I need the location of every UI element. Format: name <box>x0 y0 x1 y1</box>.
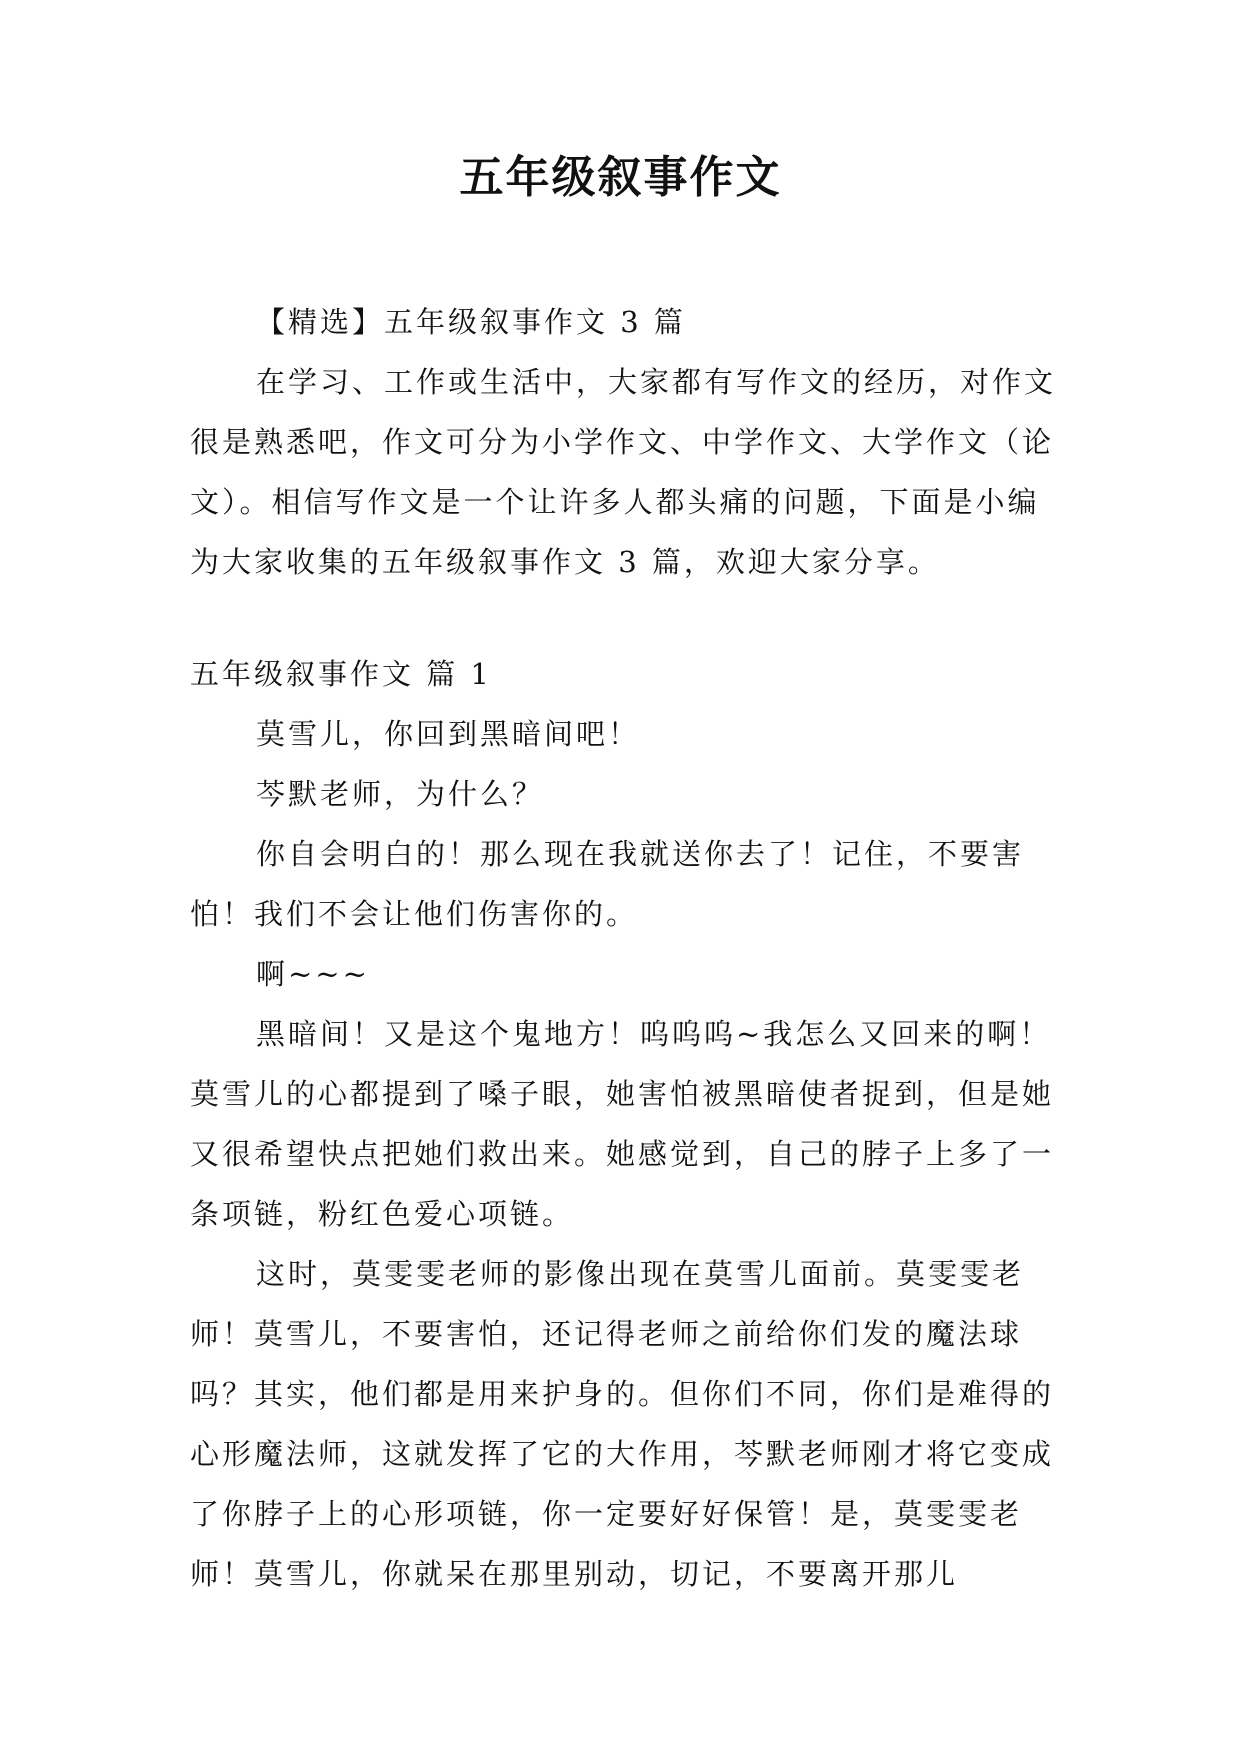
document-body <box>190 292 1060 1604</box>
paragraph: 芩默老师，为什么？ <box>256 777 545 811</box>
paragraph: 莫雪儿，你回到黑暗间吧！ <box>256 717 641 751</box>
paragraph: 黑暗间！又是这个鬼地方！呜呜呜~我怎么又回来的啊！莫雪儿的心都提到了嗓子眼，她害怕被黑暗使者捉到，但是她又很希望快点把她们救出来。她感觉到，自己的脖子上多了一条项链，粉红色爱心项链。 <box>190 1017 1055 1231</box>
section-heading: 五年级叙事作文 篇 1 <box>190 657 492 691</box>
document-title: 五年级叙事作文 <box>459 152 782 203</box>
paragraph: 这时，莫雯雯老师的影像出现在莫雪儿面前。莫雯雯老师！莫雪儿，不要害怕，还记得老师之前给你们发的魔法球吗？其实，他们都是用来护身的。但你们不同，你们是难得的心形魔法师，这就发挥了它的大作用，芩默老师刚才将它变成了你脖子上的心形项链，你一定要好好保管！是，莫雯雯老师！莫雪儿，你就呆在那里别动，切记，不要离开那儿 <box>190 1257 1055 1591</box>
paragraph: 你自会明白的！那么现在我就送你去了！记住，不要害怕！我们不会让他们伤害你的。 <box>190 837 1025 931</box>
document-subtitle: 【精选】五年级叙事作文 3 篇 <box>256 305 686 339</box>
intro-paragraph: 在学习、工作或生活中，大家都有写作文的经历，对作文很是熟悉吧，作文可分为小学作文、中学作文、大学作文（论文）。相信写作文是一个让许多人都头痛的问题，下面是小编为大家收集的五年级叙事作文 3 篇，欢迎大家分享。 <box>190 365 1057 579</box>
paragraph: 啊~~~ <box>256 957 370 991</box>
